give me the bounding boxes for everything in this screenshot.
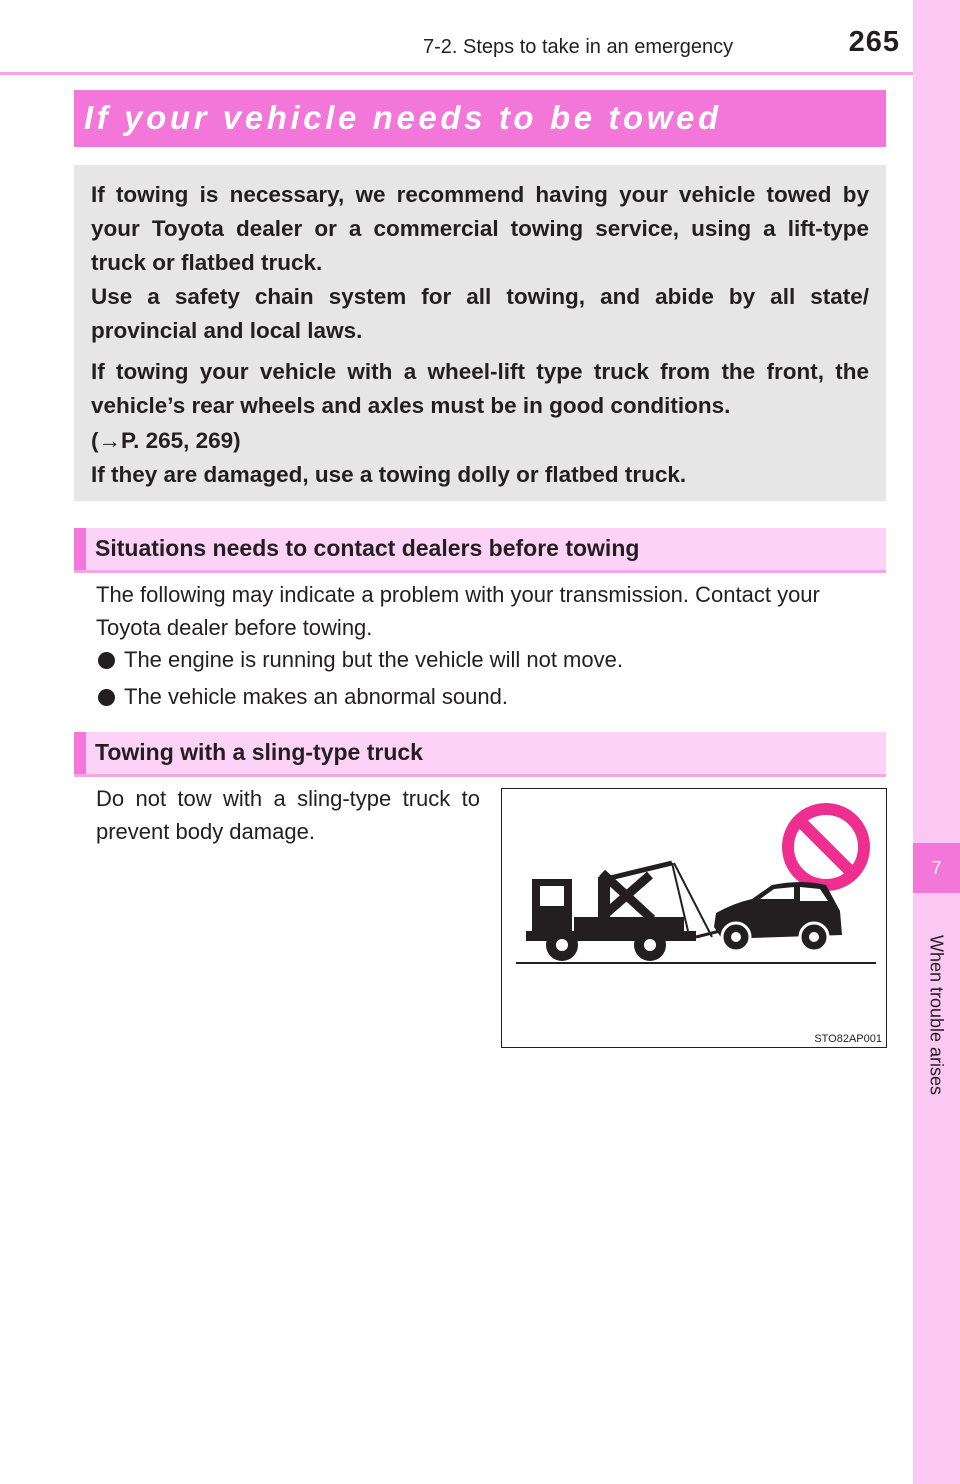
figure-id: STO82AP001 xyxy=(814,1033,882,1045)
section-heading-sling-text: Towing with a sling-type truck xyxy=(95,739,423,765)
chapter-sidebar xyxy=(913,0,960,1484)
chapter-number: 7 xyxy=(931,858,942,878)
section-heading-dealers xyxy=(74,528,886,573)
intro-paragraph-4: If they are damaged, use a towing dolly or flatbed truck. xyxy=(91,462,687,487)
bullet-icon xyxy=(98,652,115,669)
tow-truck-icon xyxy=(526,863,720,961)
intro-paragraph-2: Use a safety chain system for all towing, and abide by all state/ provincial and local laws. xyxy=(91,284,869,343)
section-breadcrumb: 7-2. Steps to take in an emergency xyxy=(423,36,734,58)
section-heading-dealers-text: Situations needs to contact dealers before towing xyxy=(95,535,640,561)
intro-paragraph-1: If towing is necessary, we recommend having your vehicle towed by your Toyota dealer or a commercial towing service, using a lift-type truck or flatbed truck. xyxy=(91,182,869,275)
section-heading-sling xyxy=(74,732,886,777)
chapter-title: When trouble arises xyxy=(926,934,947,1096)
section-sling-text: Do not tow with a sling-type truck to prevent body damage. xyxy=(96,786,480,844)
header-divider xyxy=(0,72,913,75)
bullet-icon xyxy=(98,689,115,706)
intro-paragraph-3: If towing your vehicle with a wheel-lift type truck from the front, the vehicle’s rear wheels and axles must be in good conditions. xyxy=(91,359,869,418)
car-icon xyxy=(714,882,842,951)
bullet-item: The engine is running but the vehicle will not move. xyxy=(124,647,623,672)
prohibition-icon xyxy=(788,809,864,885)
section-heading-marker xyxy=(74,732,86,774)
page-number: 265 xyxy=(848,26,900,58)
section-dealers-text: The following may indicate a problem with your transmission. Contact your Toyota dealer before towing. xyxy=(96,582,820,640)
intro-page-reference[interactable]: (→P. 265, 269) xyxy=(91,428,241,453)
section-heading-marker xyxy=(74,528,86,570)
page-title: If your vehicle needs to be towed xyxy=(84,99,722,136)
sling-truck-illustration xyxy=(501,788,887,1048)
bullet-item: The vehicle makes an abnormal sound. xyxy=(124,684,508,709)
